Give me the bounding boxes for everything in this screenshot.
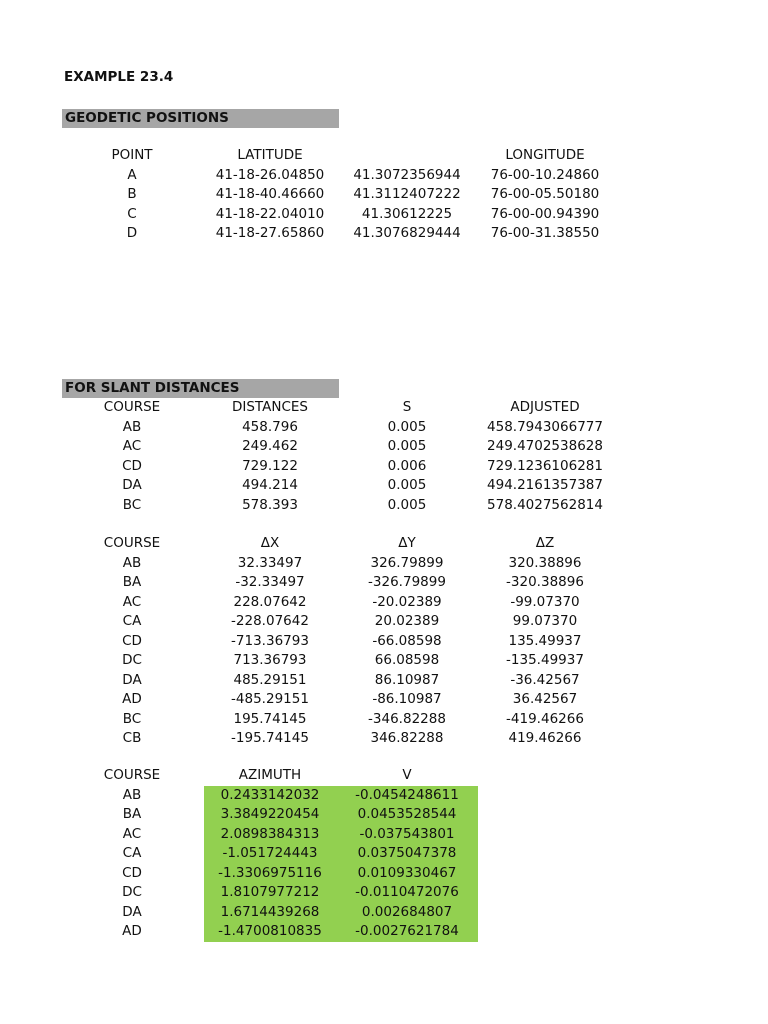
data-cell: 346.82288 bbox=[370, 730, 444, 746]
data-cell: -86.10987 bbox=[372, 691, 442, 707]
data-cell: 458.796 bbox=[242, 418, 298, 435]
header-cell: LONGITUDE bbox=[505, 147, 585, 163]
header-cell: COURSE bbox=[103, 399, 161, 415]
data-cell: 729.122 bbox=[242, 457, 298, 474]
data-cell: CB bbox=[122, 730, 142, 746]
data-cell: 2.0898384313 bbox=[204, 825, 336, 845]
data-cell: -0.037543801 bbox=[336, 825, 478, 845]
data-cell: AC bbox=[122, 825, 142, 842]
data-cell: -195.74145 bbox=[231, 730, 309, 746]
data-cell: -228.07642 bbox=[231, 613, 309, 629]
data-cell: 485.29151 bbox=[233, 671, 307, 688]
data-cell: 76-00-00.94390 bbox=[490, 205, 600, 222]
table-header-row bbox=[60, 766, 478, 786]
data-cell: AC bbox=[122, 438, 142, 454]
data-cell: BA bbox=[122, 574, 142, 590]
table-row bbox=[60, 729, 612, 749]
data-cell: 0.005 bbox=[387, 477, 427, 493]
table-row bbox=[60, 437, 612, 457]
data-cell: 494.2161357387 bbox=[487, 477, 603, 493]
header-cell: ADJUSTED bbox=[510, 399, 580, 415]
data-cell: 41.3076829444 bbox=[353, 225, 461, 241]
table-row bbox=[60, 922, 478, 942]
table-row bbox=[60, 632, 612, 652]
data-cell: 578.4027562814 bbox=[487, 496, 603, 513]
header-cell: DISTANCES bbox=[231, 399, 308, 415]
deltas-table bbox=[60, 534, 612, 749]
table-row bbox=[60, 690, 612, 710]
data-cell: -1.3306975116 bbox=[204, 864, 336, 884]
data-cell: 66.08598 bbox=[374, 652, 440, 668]
data-cell: -0.0110472076 bbox=[336, 883, 478, 903]
table-row bbox=[60, 224, 612, 244]
table-row bbox=[60, 864, 478, 884]
table-row bbox=[60, 671, 612, 691]
data-cell: -135.49937 bbox=[506, 652, 584, 668]
data-cell: AD bbox=[122, 691, 142, 707]
data-cell: -0.0027621784 bbox=[336, 922, 478, 942]
data-cell: 0.002684807 bbox=[336, 903, 478, 923]
table-header-row bbox=[60, 534, 612, 554]
data-cell: -99.07370 bbox=[510, 593, 580, 610]
table-row bbox=[60, 903, 478, 923]
data-cell: 20.02389 bbox=[374, 613, 440, 629]
data-cell: 320.38896 bbox=[508, 554, 582, 571]
table-row bbox=[60, 825, 478, 845]
table-row bbox=[60, 573, 612, 593]
data-cell: 0.0109330467 bbox=[336, 864, 478, 884]
data-cell: AC bbox=[122, 593, 142, 610]
data-cell: 729.1236106281 bbox=[487, 457, 603, 474]
data-cell: -32.33497 bbox=[235, 574, 305, 590]
table-row bbox=[60, 710, 612, 730]
azimuth-table bbox=[60, 766, 478, 942]
data-cell: 41-18-40.46660 bbox=[215, 186, 325, 202]
header-cell: ΔX bbox=[260, 535, 280, 551]
data-cell: D bbox=[126, 225, 138, 241]
data-cell: 228.07642 bbox=[233, 593, 307, 610]
table-row bbox=[60, 844, 478, 864]
data-cell: 41-18-27.65860 bbox=[215, 225, 325, 241]
geodetic-table bbox=[60, 146, 612, 244]
data-cell: 0.005 bbox=[387, 418, 427, 435]
data-cell: 1.8107977212 bbox=[204, 883, 336, 903]
header-cell: V bbox=[402, 767, 412, 783]
example-title: EXAMPLE 23.4 bbox=[64, 69, 174, 85]
table-row bbox=[60, 205, 612, 225]
data-cell: -20.02389 bbox=[372, 593, 442, 610]
data-cell: AD bbox=[122, 923, 142, 939]
data-cell: 458.7943066777 bbox=[487, 418, 603, 435]
data-cell: 0.006 bbox=[387, 457, 427, 474]
data-cell: DC bbox=[122, 652, 142, 668]
table-row bbox=[60, 883, 478, 903]
header-cell: COURSE bbox=[103, 767, 161, 783]
data-cell: -419.46266 bbox=[506, 710, 584, 727]
data-cell: AB bbox=[122, 786, 142, 803]
header-cell: AZIMUTH bbox=[238, 767, 302, 783]
data-cell: 32.33497 bbox=[237, 554, 303, 571]
table-header-row bbox=[60, 398, 612, 418]
table-row bbox=[60, 786, 478, 806]
data-cell: 76-00-05.50180 bbox=[490, 186, 600, 202]
data-cell: BA bbox=[122, 806, 142, 822]
data-cell: DA bbox=[122, 477, 142, 493]
data-cell: -1.4700810835 bbox=[204, 922, 336, 942]
data-cell: 0.0453528544 bbox=[336, 805, 478, 825]
table-row bbox=[60, 651, 612, 671]
table-row bbox=[60, 457, 612, 477]
data-cell: 86.10987 bbox=[374, 671, 440, 688]
header-cell: LATITUDE bbox=[237, 147, 303, 163]
data-cell: BC bbox=[122, 710, 142, 727]
data-cell: -713.36793 bbox=[231, 632, 309, 649]
header-cell: ΔY bbox=[398, 535, 416, 551]
data-cell: 41.3072356944 bbox=[353, 166, 461, 183]
data-cell: -326.79899 bbox=[368, 574, 446, 590]
data-cell: 713.36793 bbox=[233, 652, 307, 668]
table-row bbox=[60, 185, 612, 205]
data-cell: 249.4702538628 bbox=[487, 438, 603, 454]
data-cell: 41.3112407222 bbox=[353, 186, 461, 202]
table-row bbox=[60, 554, 612, 574]
data-cell: -1.051724443 bbox=[204, 844, 336, 864]
table-row bbox=[60, 805, 478, 825]
table-row bbox=[60, 593, 612, 613]
data-cell: 41-18-26.04850 bbox=[215, 166, 325, 183]
data-cell: 195.74145 bbox=[233, 710, 307, 727]
header-cell: POINT bbox=[111, 147, 153, 163]
data-cell: -36.42567 bbox=[510, 671, 580, 688]
header-cell: COURSE bbox=[103, 535, 161, 551]
data-cell: CA bbox=[122, 845, 142, 861]
data-cell: CD bbox=[122, 632, 142, 649]
data-cell: -346.82288 bbox=[368, 710, 446, 727]
data-cell: 76-00-10.24860 bbox=[490, 166, 600, 183]
table-row bbox=[60, 496, 612, 516]
data-cell: 0.0375047378 bbox=[336, 844, 478, 864]
data-cell: 249.462 bbox=[242, 438, 298, 454]
data-cell: 578.393 bbox=[242, 496, 298, 513]
slant-distances-header: FOR SLANT DISTANCES bbox=[62, 379, 339, 398]
table-row bbox=[60, 418, 612, 438]
data-cell: 99.07370 bbox=[512, 613, 578, 629]
data-cell: DC bbox=[122, 884, 142, 900]
table-header-row bbox=[60, 146, 612, 166]
header-cell: S bbox=[402, 399, 412, 415]
data-cell: DA bbox=[122, 903, 142, 920]
slant-distances-table bbox=[60, 398, 612, 515]
data-cell: 326.79899 bbox=[370, 554, 444, 571]
data-cell: CA bbox=[122, 613, 142, 629]
data-cell: DA bbox=[122, 671, 142, 688]
data-cell: 41-18-22.04010 bbox=[215, 205, 325, 222]
data-cell: 41.30612225 bbox=[361, 205, 453, 222]
data-cell: CD bbox=[122, 864, 142, 881]
data-cell: BC bbox=[122, 496, 142, 513]
data-cell: AB bbox=[122, 554, 142, 571]
data-cell: 0.005 bbox=[387, 438, 427, 454]
data-cell: -485.29151 bbox=[231, 691, 309, 707]
data-cell: 419.46266 bbox=[508, 730, 582, 746]
data-cell: 36.42567 bbox=[512, 691, 578, 707]
table-row bbox=[60, 612, 612, 632]
data-cell: -0.0454248611 bbox=[336, 786, 478, 806]
header-cell: ΔZ bbox=[535, 535, 555, 551]
data-cell: -66.08598 bbox=[372, 632, 442, 649]
data-cell: 0.2433142032 bbox=[204, 786, 336, 806]
data-cell: -320.38896 bbox=[506, 574, 584, 590]
data-cell: 494.214 bbox=[242, 477, 298, 493]
data-cell: AB bbox=[122, 418, 142, 435]
data-cell: CD bbox=[122, 457, 142, 474]
data-cell: 76-00-31.38550 bbox=[490, 225, 600, 241]
data-cell: 135.49937 bbox=[508, 632, 582, 649]
table-row bbox=[60, 476, 612, 496]
data-cell: 3.3849220454 bbox=[204, 805, 336, 825]
table-row bbox=[60, 166, 612, 186]
header-cell bbox=[336, 146, 478, 166]
data-cell: B bbox=[127, 186, 137, 202]
data-cell: 0.005 bbox=[387, 496, 427, 513]
data-cell: A bbox=[127, 166, 137, 183]
data-cell: 1.6714439268 bbox=[204, 903, 336, 923]
data-cell: C bbox=[127, 205, 137, 222]
geodetic-positions-header: GEODETIC POSITIONS bbox=[62, 109, 339, 128]
